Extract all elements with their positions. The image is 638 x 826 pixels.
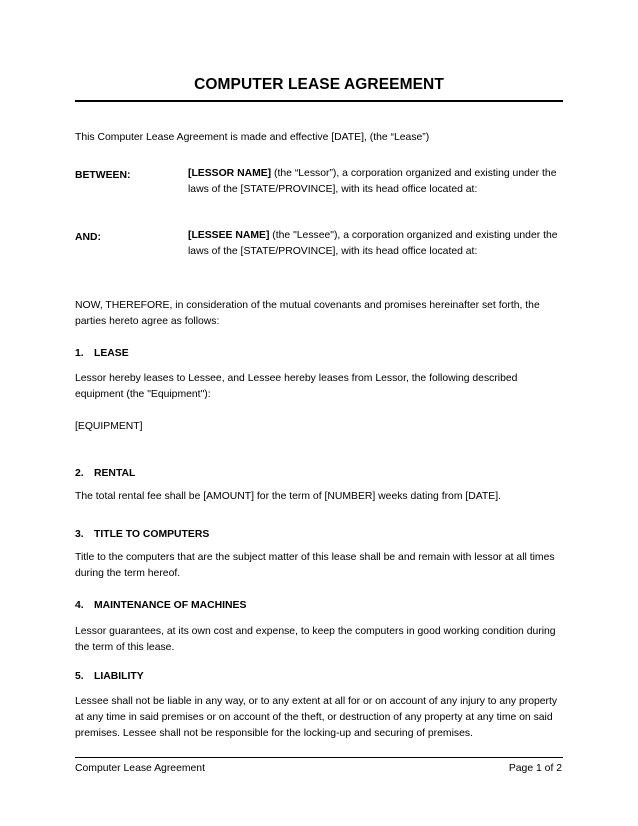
section-title: LIABILITY [94, 671, 144, 682]
title-rule [75, 100, 563, 102]
between-label: BETWEEN: [75, 170, 131, 181]
section-title: MAINTENANCE OF MACHINES [94, 600, 247, 611]
document-title: COMPUTER LEASE AGREEMENT [194, 76, 444, 93]
lessor-party-paragraph [188, 166, 568, 198]
section-heading-title-to-computers [75, 529, 209, 540]
section-number: 1. [75, 348, 84, 359]
equipment-placeholder: [EQUIPMENT] [75, 421, 143, 432]
and-label: AND: [75, 232, 101, 243]
lessee-party-paragraph [188, 228, 568, 260]
section-title: LEASE [94, 348, 129, 359]
section-body-lease: Lessor hereby leases to Lessee, and Lessee hereby leases from Lessor, the following described equipment (the "Equipment"): [75, 373, 518, 400]
footer-page-number: Page 1 of 2 [508, 763, 562, 774]
now-therefore-paragraph: NOW, THEREFORE, in consideration of the mutual covenants and promises hereinafter set forth, the parties hereto agree as follows: [75, 300, 540, 327]
footer-rule [75, 757, 563, 758]
section-number: 5. [75, 671, 84, 682]
lessor-description: (the “Lessor”), a corporation organized and existing under the laws of the [STATE/PROVINCE], with its head office located at: [188, 168, 557, 195]
section-heading-liability [75, 671, 144, 682]
section-number: 3. [75, 529, 84, 540]
section-heading-rental [75, 468, 135, 479]
section-number: 4. [75, 600, 84, 611]
section-body-maintenance: Lessor guarantees, at its own cost and expense, to keep the computers in good working condition during the term of this lease. [75, 626, 556, 653]
section-title: RENTAL [94, 468, 136, 479]
section-body-title-to-computers: Title to the computers that are the subject matter of this lease shall be and remain with lessor at all times during the term hereof. [75, 552, 555, 579]
lessee-name: [LESSEE NAME] [188, 230, 270, 241]
section-heading-maintenance [75, 600, 246, 611]
footer-document-name: Computer Lease Agreement [75, 763, 205, 774]
lessor-name: [LESSOR NAME] [188, 168, 272, 179]
section-body-liability: Lessee shall not be liable in any way, or to any extent at all for or on account of any injury to any property at any time in said premises or on account of the theft, or destruction of any property at any time on said premises. Lessee shall not be responsible for the locking-up and securing of premises. [75, 696, 558, 739]
section-body-rental: The total rental fee shall be [AMOUNT] for the term of [NUMBER] weeks dating from [DATE]. [75, 491, 501, 502]
lessee-description: (the "Lessee"), a corporation organized and existing under the laws of the [STATE/PROVINCE], with its head office located at: [188, 230, 558, 257]
section-heading-lease [75, 348, 129, 359]
intro-paragraph: This Computer Lease Agreement is made and effective [DATE], (the “Lease”) [75, 132, 430, 143]
section-title: TITLE TO COMPUTERS [94, 529, 210, 540]
section-number: 2. [75, 468, 84, 479]
